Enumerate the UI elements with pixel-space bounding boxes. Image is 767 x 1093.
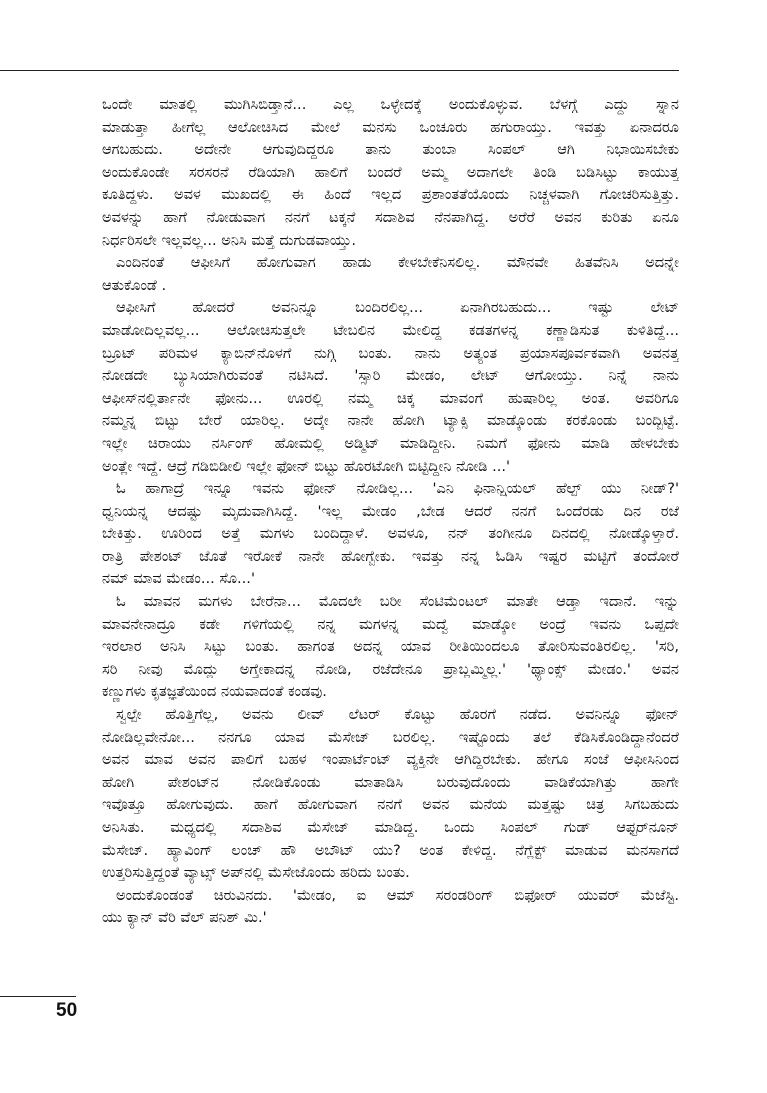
text-line: ಬೇಕಿತ್ತು. ಊರಿಂದ ಅತ್ತೆ ಮಗಳು ಬಂದಿದ್ದಾಳೆ. ಅವಳೂ, ನನ್ ತಂಗೀನೂ ದಿನದಲ್ಲಿ ನೋಡ್ಕೊಳ್ತಾರೆ. [102, 525, 679, 543]
text-line: ಹೋಗಿ ಪೇಶಂಟ್‌ನ ನೋಡಿಕೊಂಡು ಮಾತಾಡಿಸಿ ಬರುವುದೊಂದು ವಾಡಿಕೆಯಾಗಿತ್ತು ಹಾಗೇ [102, 773, 679, 791]
text-line: ನೋಡಿಲ್ಲವೇನೋ... ನನಗೂ ಯಾವ ಮೆಸೇಜ್ ಬರಲಿಲ್ಲ. ಇಷ್ಟೊಂದು ತಲೆ ಕೆಡಿಸಿಕೊಂಡಿದ್ದಾನೆಂದರೆ [102, 728, 679, 746]
text-line: ಆಫೀಸಿಗೆ ಹೋದರೆ ಅವನಿನ್ನೂ ಬಂದಿರಲಿಲ್ಲ... ಏನಾಗಿರಬಹುದು... ಇಷ್ಟು ಲೇಟ್ [116, 299, 679, 317]
page-number: 50 [56, 1000, 78, 1021]
text-line: ಅಂದುಕೊಂಡೇ ಸರಸರನೆ ರೆಡಿಯಾಗಿ ಹಾಲಿಗೆ ಬಂದರೆ ಅಮ್ಮ ಅದಾಗಲೇ ತಿಂಡಿ ಬಡಿಸಿಟ್ಟು ಕಾಯುತ್ತ [102, 163, 679, 181]
text-line: ಆಫೀಸ್‌ನಲ್ಲಿರ್ತಾನೇ ಫೋನು... ಊರಲ್ಲಿ ನಮ್ಮ ಚಿಕ್ಕ ಮಾವಂಗೆ ಹುಷಾರಿಲ್ಲ ಅಂತ. ಅವರಿಗೂ [102, 389, 679, 407]
header-rule [0, 70, 679, 71]
text-line: ಅವಳನ್ನು ಹಾಗೆ ನೋಡುವಾಗ ನನಗೆ ಟಕ್ಕನೆ ಸದಾಶಿವ ನೆನಪಾಗಿದ್ದ. ಅರೆರೆ ಅವನ ಕುರಿತು ಏನೂ [102, 208, 679, 226]
text-line: ನೋಡದೇ ಬ್ಯುಸಿಯಾಗಿರುವಂತೆ ನಟಿಸಿದೆ. 'ಸ್ಸಾರಿ ಮೇಡಂ, ಲೇಟ್ ಆಗೋಯ್ತು. ನಿನ್ನೆ ನಾನು [102, 367, 679, 385]
text-line: ಬ್ರೂಟ್ ಪರಿಮಳ ಕ್ಯಾಬಿನ್‌ನೊಳಗೆ ನುಗ್ಗಿ ಬಂತು. ನಾನು ಅತ್ಯಂತ ಪ್ರಯಾಸಪೂರ್ವಕವಾಗಿ ಅವನತ್ತ [102, 344, 679, 362]
footer-rule [0, 996, 76, 997]
text-line: ಅಂದುಕೊಂಡಂತೆ ಚಿರುವಿನದು. 'ಮೇಡಂ, ಐ ಆಮ್ ಸರಂಡರಿಂಗ್ ಬಿಫೋರ್ ಯುವರ್ ಮೆಜೆಸ್ಟಿ. [116, 886, 679, 904]
text-line: ಅನಿಸಿತು. ಮಧ್ಯದಲ್ಲಿ ಸದಾಶಿವ ಮೆಸೇಜ್ ಮಾಡಿದ್ದ. ಒಂದು ಸಿಂಪಲ್ ಗುಡ್ ಆಫ್ಟರ್‌ನೂನ್ [102, 819, 679, 836]
text-line: ಇರಲಾರ ಅನಿಸಿ ಸಿಟ್ಟು ಬಂತು. ಹಾಗಂತ ಅದನ್ನ ಯಾವ ರೀತಿಯಿಂದಲೂ ತೋರಿಸುವಂತಿರಲಿಲ್ಲ. 'ಸರಿ, [102, 638, 679, 656]
text-line: ರಾತ್ರಿ ಪೇಶಂಟ್ ಜೊತೆ ಇರೋಕೆ ನಾನೇ ಹೋಗ್ಬೇಕು. ಇವತ್ತು ನನ್ನ ಓಡಿಸಿ ಇಷ್ಟರ ಮಟ್ಟಿಗೆ ತಂದೋರೆ [102, 547, 679, 565]
text-line: ಮೆಸೇಜ್. ಹ್ಯಾವಿಂಗ್ ಲಂಚ್ ಹೌ ಅಬೌಟ್ ಯು? ಅಂತ ಕೇಳಿದ್ದ. ನೆಗ್ಲೆಕ್ಟ್ ಮಾಡುವ ಮನಸಾಗದೆ [102, 841, 679, 859]
text-line: ಎಂದಿನಂತೆ ಆಫೀಸಿಗೆ ಹೋಗುವಾಗ ಹಾಡು ಕೇಳಬೇಕೆನಿಸಲಿಲ್ಲ. ಮೌನವೇ ಹಿತವೆನಿಸಿ ಅದನ್ನೇ [116, 254, 679, 272]
text-line: ಇಲ್ಲೇ ಚಿರಾಯು ನರ್ಸಿಂಗ್ ಹೋಮಲ್ಲಿ ಅಡ್ಮಿಟ್ ಮಾಡಿದ್ದೀನಿ. ನಿಮಗೆ ಫೋನು ಮಾಡಿ ಹೇಳಬೇಕು [102, 434, 679, 452]
text-line: ಧ್ವನಿಯನ್ನ ಆದಷ್ಟು ಮೃದುವಾಗಿಸಿದ್ದೆ. 'ಇಲ್ಲ ಮೇಡಂ ,ಬೇಡ ಆದರೆ ನನಗೆ ಒಂದೆರಡು ದಿನ ರಜೆ [102, 502, 679, 520]
text-line: ಸ್ವಲ್ಪೇ ಹೊತ್ತಿಗೆಲ್ಲ, ಅವನು ಲೀವ್ ಲೆಟರ್ ಕೊಟ್ಟು ಹೊರಗೆ ನಡೆದ. ಅವನಿನ್ನೂ ಫೋನ್ [116, 706, 679, 724]
text-line: ಅಂತ್ಲೇ ಇದ್ದೆ. ಆದ್ರೆ ಗಡಿಬಿಡೀಲಿ ಇಲ್ಲೇ ಫೋನ್ ಬಿಟ್ಟು ಹೊರಟೋಗಿ ಬಿಟ್ಟಿದ್ದೀನಿ ನೋಡಿ ...' [102, 457, 511, 475]
text-line: ಇವೊತ್ತೂ ಹೋಗುವುದು. ಹಾಗೆ ಹೋಗುವಾಗ ನನಗೆ ಅವನ ಮನೆಯ ಮತ್ತಷ್ಟು ಚಿತ್ರ ಸಿಗಬಹುದು [102, 796, 679, 814]
text-line: ಆಗಬಹುದು. ಅದೇನೇ ಆಗುವುದಿದ್ದರೂ ತಾನು ತುಂಬಾ ಸಿಂಪಲ್ ಆಗಿ ನಿಭಾಯಿಸಬೇಕು [102, 141, 679, 159]
text-line: ಯು ಕ್ಯಾನ್ ವೆರಿ ವೆಲ್ ಪನಿಶ್ ಮಿ.' [102, 909, 267, 927]
text-line: ಮಾಡೋದಿಲ್ಲವಲ್ಲ... ಆಲೋಚಿಸುತ್ತಲೇ ಟೇಬಲಿನ ಮೇಲಿದ್ದ ಕಡತಗಳನ್ನ ಕಣ್ಣಾಡಿಸುತ ಕುಳಿತಿದ್ದೆ... [102, 321, 679, 339]
text-line: ನಮ್ಮನ್ನ ಬಿಟ್ಟು ಬೇರೆ ಯಾರಿಲ್ಲ. ಅದ್ಕೇ ನಾನೇ ಹೋಗಿ ಟ್ಯಾಕ್ಸಿ ಮಾಡ್ಕೊಂಡು ಕರಕೊಂಡು ಬಂದ್ಬಿಟ್ಟೆ. [102, 412, 679, 430]
text-line: ಮಾಡುತ್ತಾ ಹೀಗೆಲ್ಲ ಆಲೋಚಿಸಿದ ಮೇಲೆ ಮನಸು ಒಂಚೂರು ಹಗುರಾಯ್ತು. ಇವತ್ತು ಏನಾದರೂ [102, 118, 679, 136]
text-line: ಮಾವನೇನಾದ್ರೂ ಕಡೇ ಗಳಿಗೆಯಲ್ಲಿ ನನ್ನ ಮಗಳನ್ನ ಮದ್ವೆ ಮಾಡ್ಕೋ ಅಂದ್ರೆ ಇವನು ಒಪ್ಪದೇ [102, 615, 679, 633]
text-line: ಉತ್ತರಿಸುತ್ತಿದ್ದಂತೆ ವ್ಯಾಟ್ಸ್ ಅಪ್‌ನಲ್ಲಿ ಮೆಸೇಜೊಂದು ಹರಿದು ಬಂತು. [102, 864, 410, 882]
text-line: ಕೂತಿದ್ದಳು. ಅವಳ ಮುಖದಲ್ಲಿ ಈ ಹಿಂದೆ ಇಲ್ಲದ ಪ್ರಶಾಂತತೆಯೊಂದು ನಿಚ್ಚಳವಾಗಿ ಗೋಚರಿಸುತ್ತಿತ್ತು. [102, 186, 679, 204]
body-text [102, 94, 679, 930]
text-line: ಸರಿ ನೀವು ಮೊದ್ಲು ಅಗ್ತೇಕಾದನ್ನ ನೋಡಿ, ರಜೆದೇನೂ ಪ್ರಾಬ್ಲಮ್ಮಿಲ್ಲ.' 'ಥ್ಯಾಂಕ್ಸ್ ಮೇಡಂ.' ಅವನ [102, 660, 679, 678]
text-line: ಓ ಹಾಗಾದ್ರೆ ಇನ್ನೂ ಇವನು ಫೋನ್ ನೋಡಿಲ್ಲ... 'ಎನಿ ಫಿನಾನ್ಷಿಯಲ್ ಹೆಲ್ಪ್ ಯು ನೀಡ್?' [116, 480, 679, 498]
text-line: ಅವನ ಮಾವ ಅವನ ಪಾಲಿಗೆ ಬಹಳ ಇಂಪಾರ್ಟೆಂಟ್ ವ್ಯಕ್ತಿನೇ ಆಗಿದ್ದಿರಬೇಕು. ಹೇಗೂ ಸಂಜೆ ಆಫೀಸಿನಿಂದ [102, 751, 679, 769]
text-line: ಕಣ್ಣುಗಳು ಕೃತಜ್ಞತೆಯಿಂದ ನಯವಾದಂತೆ ಕಂಡವು. [102, 683, 327, 701]
text-line: ಒಂದೇ ಮಾತಲ್ಲಿ ಮುಗಿಸಿಬಿಡ್ತಾನೆ... ಎಲ್ಲ ಒಳ್ಳೇದಕ್ಕೆ ಅಂದುಕೊಳ್ಳುವ. ಬೆಳಗ್ಗೆ ಎದ್ದು ಸ್ನಾನ [102, 96, 679, 113]
text-line: ಆತುಕೊಂಡೆ . [102, 276, 167, 294]
text-line: ನಮ್ ಮಾವ ಮೇಡಂ... ಸೊ...' [102, 570, 255, 588]
text-line: ನಿರ್ಧರಿಸಲೇ ಇಲ್ಲವಲ್ಲ... ಅನಿಸಿ ಮತ್ತೆ ದುಗುಡವಾಯ್ತು. [102, 231, 357, 249]
text-line: ಓ ಮಾವನ ಮಗಳು ಬೇರೆನಾ... ಮೊದಲೇ ಬರೀ ಸೆಂಟಿಮೆಂಟಲ್ ಮಾತೇ ಆಡ್ತಾ ಇದಾನೆ. ಇನ್ನು [116, 593, 679, 611]
